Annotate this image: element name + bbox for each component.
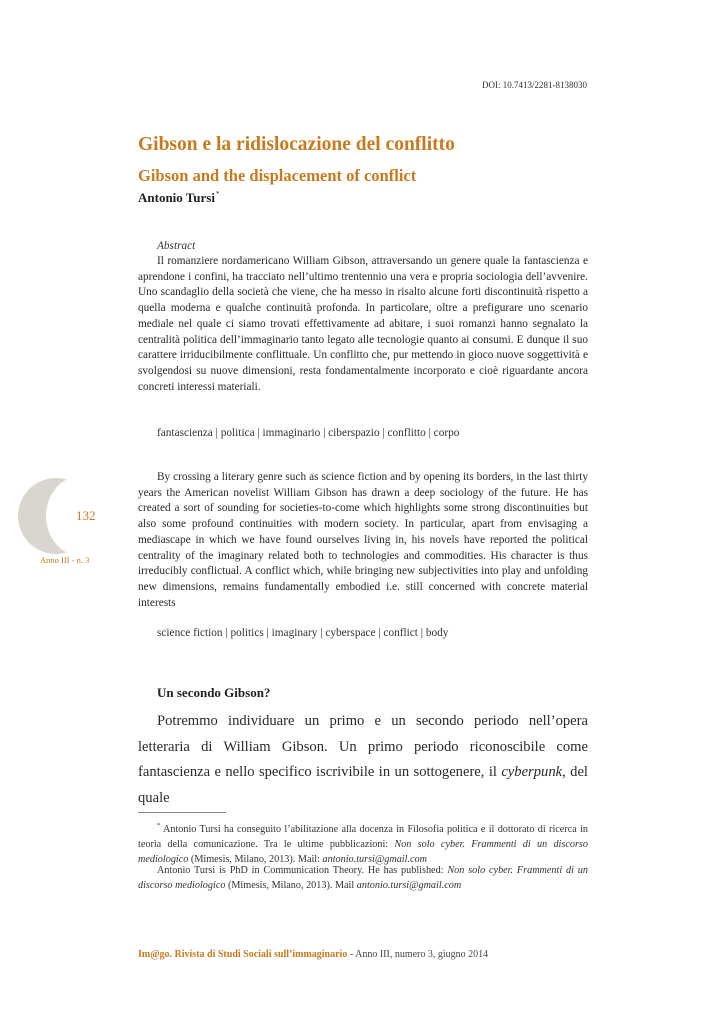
- page-number: 132: [76, 508, 96, 523]
- keywords-english: science fiction | politics | imaginary | cyberspace | conflict | body: [157, 627, 449, 639]
- footnote-divider: [138, 812, 226, 813]
- email-link[interactable]: antonio.tursi@gmail.com: [322, 854, 427, 866]
- footnote-english: Antonio Tursi is PhD in Communication Theory. He has published: Non solo cyber. Frammenti di un discorso mediologico (Mimesis, Milano, 2013). Mail antonio.tursi@gmail.com: [138, 865, 588, 892]
- author-name: Antonio Tursi: [138, 190, 215, 205]
- doi: DOI: 10.7413/2281-8138030: [482, 80, 587, 90]
- footnote-mark: *: [157, 822, 161, 829]
- journal-name: Im@go. Rivista di Studi Sociali sull’immaginario: [138, 949, 348, 960]
- email-link-english[interactable]: antonio.tursi@gmail.com: [356, 880, 462, 892]
- article-title-english: Gibson and the displacement of conflict: [138, 166, 417, 185]
- cyberpunk-term: cyberpunk: [501, 764, 563, 780]
- abstract-label: Abstract: [157, 240, 196, 252]
- abstract-english: By crossing a literary genre such as science fiction and by opening its borders, in the last thirty years the American novelist William Gibson has drawn a deep sociology of the future. He has created a sort of sounding for societies-to-come which highlights some strong discontinuities but also some profound continuities with modern society. In particular, apart from envisaging a mediascape in which we have found ourselves living in, his novels have reported the political centrality of the imaginary related both to technologies and commodities. His character is thus irreducibly conflictual. A conflict which, while bringing new subjectivities into play and unfolding new dimensions, remains fundamentally embodied i.e. still concerned with concrete material interests: [138, 471, 588, 609]
- abstract-italian: Il romanziere nordamericano William Gibson, attraversando un genere quale la fantascienza e aprendone i confini, ha tracciato nell’ultimo trentennio una vera e propria sociologia dell’avvenire. Uno scandaglio della società che viene, che ha messo in risalto alcune forti discontinuità rispetto a quella moderna e qualche continuità profonda. In particolare, oltre a prefigurare uno scenario mediale nel quale ci siamo trovati effettivamente ad abitare, i suoi romanzi hanno segnalato la centralità politica dell’immaginario tanto legato alle tecnologie quanto ai consumi. E dunque il suo carattere irriducibilmente conflittuale. Un conflitto che, pur mettendo in gioco nuove soggettività e svolgendosi su nuove dimensioni, resta fondamentalmente incorporato e cioè riguardante ancora concreti interessi materiali.: [138, 255, 588, 393]
- crescent-moon-icon: [18, 478, 82, 554]
- keywords-italian: fantascienza | politica | immaginario | ciberspazio | conflitto | corpo: [157, 427, 460, 439]
- footnote-italian: * Antonio Tursi ha conseguito l’abilitazione alla docenza in Filosofia politica e il dottorato di ricerca in teoria della comunicazione. Tra le ultime pubblicazioni: Non solo cyber. Frammenti di un discorso mediologico (Mimesis, Milano, 2013). Mail: antonio.tursi@gmail.com: [138, 822, 588, 866]
- running-footer: [138, 949, 488, 960]
- author-footnote-mark[interactable]: *: [215, 190, 220, 198]
- article-title: Gibson e la ridislocazione del conflitto: [138, 134, 455, 155]
- issue-label: Anno III - n. 3: [40, 555, 90, 565]
- body-paragraph: Potremmo individuare un primo e un secondo periodo nell’opera letteraria di William Gibson. Un primo periodo riconoscibile come fantascienza e nello specifico iscrivibile in un sottogenere, il cyberpunk, del quale: [138, 713, 588, 806]
- issue-info: - Anno III, numero 3, giugno 2014: [347, 949, 489, 960]
- author: [138, 190, 219, 206]
- section-heading: Un secondo Gibson?: [157, 685, 271, 700]
